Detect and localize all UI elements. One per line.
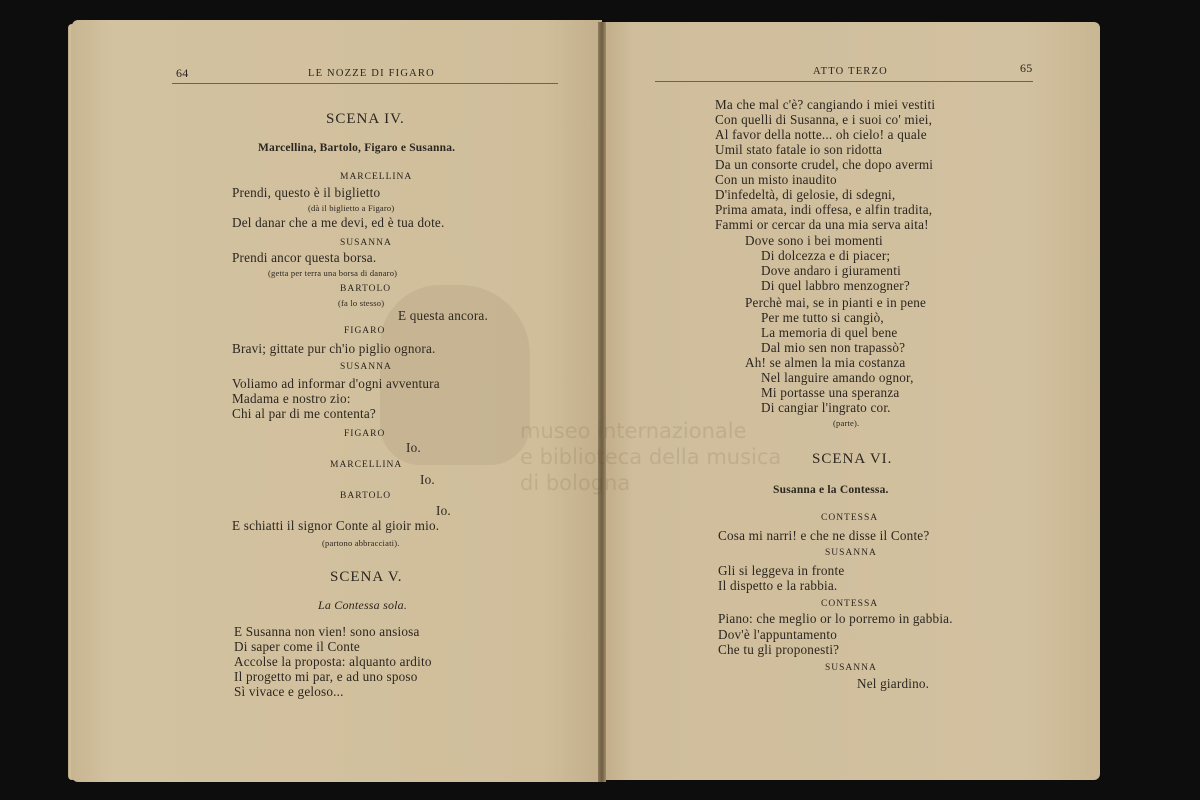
speaker-label: SUSANNA bbox=[340, 238, 392, 248]
book-gutter bbox=[598, 22, 606, 782]
speaker-label: CONTESSA bbox=[821, 513, 879, 523]
verse-line: Al favor della notte... oh cielo! a quale bbox=[715, 127, 927, 142]
scene-title: SCENA VI. bbox=[812, 451, 893, 467]
verse-line: Perchè mai, se in pianti e in pene bbox=[745, 295, 927, 310]
speaker-label: BARTOLO bbox=[340, 284, 392, 294]
scene-cast: Susanna e la Contessa. bbox=[773, 484, 889, 496]
stage-direction: (partono abbracciati). bbox=[322, 538, 400, 548]
verse-line: D'infedeltà, di gelosie, di sdegni, bbox=[715, 187, 896, 202]
verse-line: Gli si leggeva in fronte bbox=[718, 563, 845, 578]
verse-line: Di saper come il Conte bbox=[234, 639, 360, 654]
verse-line: Mi portasse una speranza bbox=[761, 385, 900, 400]
verse-line: Madama e nostro zio: bbox=[232, 391, 351, 406]
verse-line: E questa ancora. bbox=[398, 308, 488, 323]
header-rule bbox=[172, 83, 558, 84]
speaker-label: FIGARO bbox=[344, 429, 386, 439]
verse-line: Ma che mal c'è? cangiando i miei vestiti bbox=[715, 97, 936, 112]
watermark-logo bbox=[380, 285, 530, 465]
stage-direction: (getta per terra una borsa di danaro) bbox=[268, 268, 398, 278]
verse-line: Dove sono i bei momenti bbox=[745, 233, 883, 248]
verse-line: Per me tutto si cangiò, bbox=[761, 310, 884, 325]
verse-line: Io. bbox=[436, 503, 451, 518]
running-head: LE NOZZE DI FIGARO bbox=[308, 68, 435, 79]
verse-line: Prima amata, indi offesa, e alfin tradita, bbox=[715, 202, 933, 217]
stage-direction: (fa lo stesso) bbox=[338, 298, 385, 308]
page-number: 65 bbox=[1020, 61, 1033, 75]
right-page bbox=[603, 22, 1100, 780]
verse-line: Prendi, questo è il biglietto bbox=[232, 185, 381, 200]
verse-line: Io. bbox=[420, 472, 435, 487]
verse-line: Dov'è l'appuntamento bbox=[718, 627, 837, 642]
speaker-label: SUSANNA bbox=[340, 362, 392, 372]
verse-line: Che tu gli proponesti? bbox=[718, 642, 840, 657]
verse-line: Di dolcezza e di piacer; bbox=[761, 248, 891, 263]
scene-cast: La Contessa sola. bbox=[318, 598, 408, 612]
verse-line: Dal mio sen non trapassò? bbox=[761, 340, 906, 355]
verse-line: La memoria di quel bene bbox=[761, 325, 898, 340]
verse-line: Ah! se almen la mia costanza bbox=[745, 355, 906, 370]
scene-title: SCENA V. bbox=[330, 569, 403, 585]
header-rule bbox=[655, 81, 1033, 82]
verse-line: E Susanna non vien! sono ansiosa bbox=[234, 624, 420, 639]
verse-line: Prendi ancor questa borsa. bbox=[232, 250, 377, 265]
stage-direction: (dà il biglietto a Figaro) bbox=[308, 203, 395, 213]
verse-line: Bravi; gittate pur ch'io piglio ognora. bbox=[232, 341, 436, 356]
verse-line: Dove andaro i giuramenti bbox=[761, 263, 901, 278]
speaker-label: MARCELLINA bbox=[330, 460, 403, 470]
speaker-label: SUSANNA bbox=[825, 548, 877, 558]
verse-line: Accolse la proposta: alquanto ardito bbox=[234, 654, 432, 669]
verse-line: Cosa mi narri! e che ne disse il Conte? bbox=[718, 528, 930, 543]
verse-line: Da un consorte crudel, che dopo avermi bbox=[715, 157, 934, 172]
verse-line: Di quel labbro menzogner? bbox=[761, 278, 910, 293]
watermark bbox=[520, 418, 781, 496]
verse-line: E schiatti il signor Conte al gioir mio. bbox=[232, 518, 440, 533]
verse-line: Fammi or cercar da una mia serva aita! bbox=[715, 217, 929, 232]
verse-line: Chi al par di me contenta? bbox=[232, 406, 376, 421]
verse-line: Umil stato fatale io son ridotta bbox=[715, 142, 883, 157]
speaker-label: SUSANNA bbox=[825, 663, 877, 673]
watermark-line: museo internazionale bbox=[520, 419, 747, 443]
verse-line: Di cangiar l'ingrato cor. bbox=[761, 400, 891, 415]
watermark-line: e biblioteca della musica bbox=[520, 445, 782, 469]
verse-line: Del danar che a me devi, ed è tua dote. bbox=[232, 215, 445, 230]
verse-line: Nel languire amando ognor, bbox=[761, 370, 914, 385]
verse-line: Sì vivace e geloso... bbox=[234, 684, 344, 699]
verse-line: Voliamo ad informar d'ogni avventura bbox=[232, 376, 440, 391]
verse-line: Con un misto inaudito bbox=[715, 172, 837, 187]
running-head: ATTO TERZO bbox=[813, 66, 888, 77]
speaker-label: FIGARO bbox=[344, 326, 386, 336]
page-number: 64 bbox=[176, 66, 189, 80]
speaker-label: MARCELLINA bbox=[340, 172, 413, 182]
verse-line: Con quelli di Susanna, e i suoi co' miei, bbox=[715, 112, 933, 127]
verse-line: Io. bbox=[406, 440, 421, 455]
watermark-line: di bologna bbox=[520, 471, 631, 495]
verse-line: Nel giardino. bbox=[857, 676, 930, 691]
scene-title: SCENA IV. bbox=[326, 111, 405, 127]
stage-direction: (parte). bbox=[833, 418, 860, 428]
verse-line: Il dispetto e la rabbia. bbox=[718, 578, 838, 593]
verse-line: Il progetto mi par, e ad uno sposo bbox=[234, 669, 418, 684]
verse-line: Piano: che meglio or lo porremo in gabbia. bbox=[718, 611, 953, 626]
speaker-label: BARTOLO bbox=[340, 491, 392, 501]
scene-cast: Marcellina, Bartolo, Figaro e Susanna. bbox=[258, 142, 456, 154]
speaker-label: CONTESSA bbox=[821, 599, 879, 609]
